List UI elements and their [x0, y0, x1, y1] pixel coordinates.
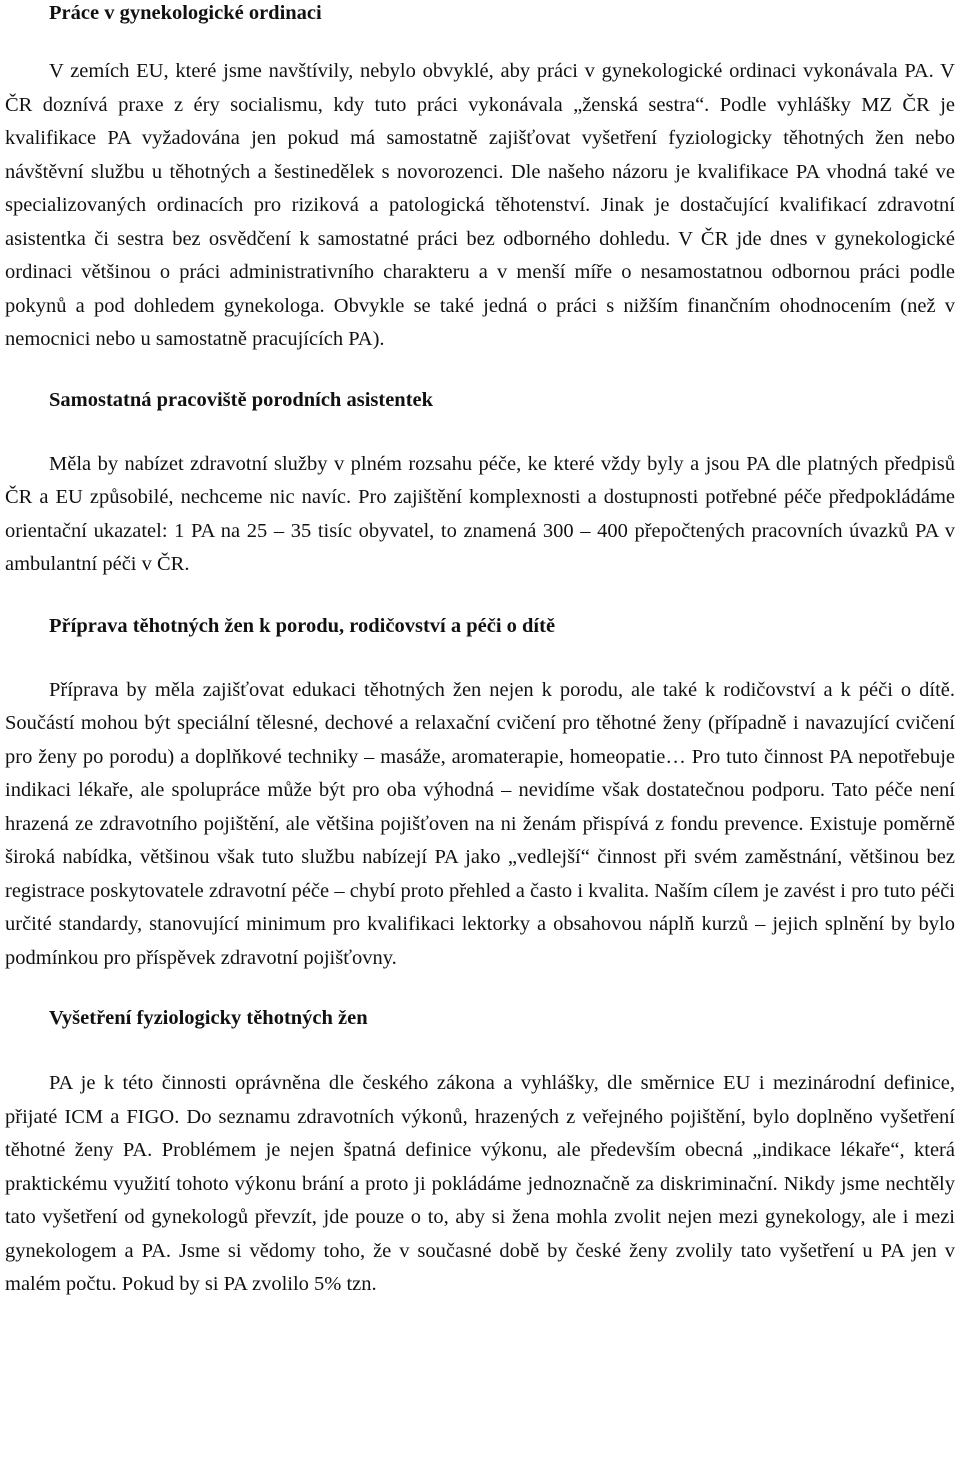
document-body [5, 0, 955, 1302]
section-heading: Práce v gynekologické ordinaci [49, 2, 322, 24]
section-paragraph: Měla by nabízet zdravotní služby v plném rozsahu péče, ke které vždy byly a jsou PA dle platných předpisů ČR a EU způsobilé, nechceme nic navíc. Pro zajištění komplexnosti a dostupnosti potřebné péče předpokládáme orientační ukazatel: 1 PA na 25 – 35 tisíc obyvatel, to znamená 300 – 400 přepočtených pracovních úvazků PA v ambulantní péči v ČR. [5, 452, 955, 575]
section-childbirth-preparation [5, 613, 955, 976]
section-gynecology-office [5, 0, 955, 357]
section-heading: Vyšetření fyziologicky těhotných žen [49, 1007, 368, 1029]
section-paragraph: PA je k této činnosti oprávněna dle českého zákona a vyhlášky, dle směrnice EU i mezinárodní definice, přijaté ICM a FIGO. Do seznamu zdravotních výkonů, hrazených z veřejného pojištění, bylo doplněno vyšetření těhotné ženy PA. Problémem je nejen špatná definice výkonu, ale především obecná „indikace lékaře“, která praktickému využití tohoto výkonu brání a proto ji pokládáme jednoznačně za diskriminační. Nikdy jsme nechtěly tato vyšetření od gynekologů převzít, jde pouze o to, aby si žena mohla zvolit nejen mezi gynekology, ale i mezi gynekologem a PA. Jsme si vědomy toho, že v současné době by české ženy zvolily tato vyšetření u PA jen v malém počtu. Pokud by si PA zvolilo 5% tzn. [5, 1072, 955, 1295]
section-independent-midwife-practices [5, 387, 955, 582]
section-physiological-pregnancy-exams [5, 1005, 955, 1302]
section-heading: Samostatná pracoviště porodních asistentek [49, 388, 434, 411]
section-paragraph: V zemích EU, které jsme navštívily, nebylo obvyklé, aby práci v gynekologické ordinaci vykonávala PA. V ČR doznívá praxe z éry socialismu, kdy tuto práci vykonávala „ženská sestra“. Podle vyhlášky MZ ČR je kvalifikace PA vyžadována jen pokud má samostatně zajišťovat vyšetření fyziologicky těhotných žen nebo návštěvní službu u těhotných a šestinedělek s novorozenci. Dle našeho názoru je kvalifikace PA vhodná také ve specializovaných ordinacích pro riziková a patologická těhotenství. Jinak je dostačující kvalifikací zdravotní asistentka či sestra bez osvědčení k samostatné práci bez odborného dohledu. V ČR jde dnes v gynekologické ordinaci většinou o práci administrativního charakteru a v menší míře o nesamostatnou odbornou práci podle pokynů a pod dohledem gynekologa. Obvykle se také jedná o práci s nižším finančním ohodnocením (než v nemocnici nebo u samostatně pracujících PA). [5, 60, 955, 350]
section-heading: Příprava těhotných žen k porodu, rodičovství a péči o dítě [49, 614, 556, 637]
section-paragraph: Příprava by měla zajišťovat edukaci těhotných žen nejen k porodu, ale také k rodičovství a k péči o dítě. Součástí mohou být speciální tělesné, dechové a relaxační cvičení pro těhotné ženy (případně i navazující cvičení pro ženy po porodu) a doplňkové techniky – masáže, aromaterapie, homeopatie… Pro tuto činnost PA nepotřebuje indikaci lékaře, ale spolupráce může být pro oba výhodná – nevidíme však dostatečnou podporu. Tato péče není hrazená ze zdravotního pojištění, ale většina pojišťoven na ni ženám přispívá z fondu prevence. Existuje poměrně široká nabídka, většinou však tuto službu nabízejí PA jako „vedlejší“ činnost při svém zaměstnání, většinou bez registrace poskytovatele zdravotní péče – chybí proto přehled a často i kvalita. Naším cílem je zavést i pro tuto péči určité standardy, stanovující minimum pro kvalifikaci lektorky a obsahovou náplň kurzů – jejich splnění by bylo podmínkou pro příspěvek zdravotní pojišťovny. [5, 678, 955, 969]
